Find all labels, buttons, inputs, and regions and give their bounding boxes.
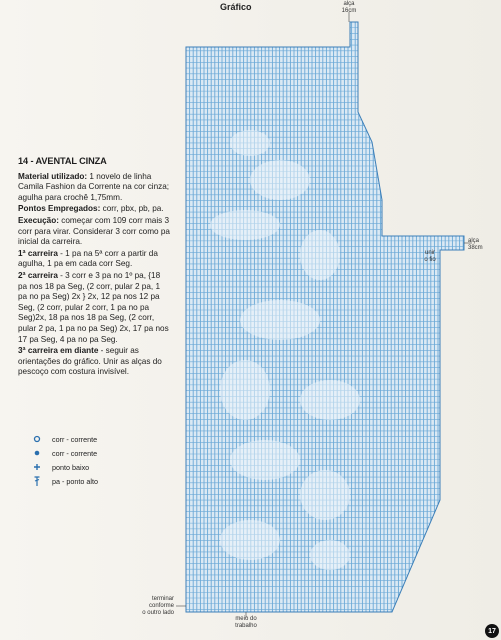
- material-text: 1 novelo de linha Camila Fashion da Corrente na cor cinza; agulha para crochê 1,75mm.: [18, 171, 170, 202]
- row1-paragraph: [18, 249, 170, 270]
- motif-area: [210, 210, 280, 240]
- material-paragraph: [18, 172, 170, 204]
- stitch-legend: [28, 432, 168, 488]
- legend-label: corr - corrente: [52, 434, 98, 444]
- motif-area: [300, 230, 340, 280]
- legend-item: [28, 474, 168, 488]
- strap-side-label: alça 38cm: [468, 238, 483, 251]
- page-number: 17: [485, 624, 499, 638]
- motif-area: [310, 540, 350, 570]
- finish-annotation: [128, 596, 174, 617]
- plus-icon: [28, 463, 46, 471]
- filled-dot-icon: [28, 449, 46, 457]
- tall-stitch-icon: [28, 475, 46, 487]
- row2-paragraph: [18, 271, 170, 345]
- tie-label: unir o fio: [424, 250, 436, 263]
- middle-annotation: [226, 616, 266, 630]
- motif-area: [230, 130, 270, 156]
- legend-label: corr - corrente: [52, 448, 98, 458]
- motif-area: [240, 300, 320, 340]
- pattern-instructions: [18, 156, 170, 379]
- open-circle-icon: [28, 435, 46, 443]
- row1-label: 1ª carreira: [18, 248, 58, 258]
- points-paragraph: [18, 204, 170, 215]
- motif-area: [300, 380, 360, 420]
- middle-label: meio do trabalho: [235, 616, 257, 629]
- motif-area: [220, 360, 270, 420]
- points-text: corr, pbx, pb, pa.: [100, 204, 164, 214]
- motif-area: [250, 160, 310, 200]
- motif-area: [230, 440, 300, 480]
- motif-area: [300, 470, 350, 520]
- pattern-title: 14 - AVENTAL CINZA: [18, 156, 107, 166]
- tie-annotation: [418, 250, 442, 264]
- row3-paragraph: [18, 346, 170, 378]
- legend-item: [28, 446, 168, 460]
- execution-label: Execução:: [18, 215, 59, 225]
- strap-top-label: alça 16cm: [341, 1, 357, 14]
- row1-text: - 1 pa na 5ª corr a partir da agulha, 1 pa em cada corr Seg.: [18, 248, 158, 269]
- material-label: Material utilizado:: [18, 171, 88, 181]
- finish-label: terminar conforme o outro lado: [142, 596, 174, 616]
- strap-top-annotation: [334, 1, 364, 15]
- row3-text: - seguir as orientações do gráfico. Unir as alças do pescoço com costura invisível.: [18, 346, 162, 377]
- legend-item: [28, 460, 168, 474]
- legend-label: pa - ponto alto: [52, 476, 98, 486]
- points-label: Pontos Empregados:: [18, 204, 101, 214]
- legend-item: [28, 432, 168, 446]
- execution-paragraph: [18, 216, 170, 248]
- chart-title: Gráfico: [220, 2, 252, 12]
- row2-text: - 3 corr e 3 pa no 1º pa, {18 pa nos 18 pa Seg, (2 corr, pular 2 pa, 1 pa no pa Seg) 2x } 2x, 12 pa nos 12 pa Seg, (2 corr, pular 2 corr, 1 pa no pa Seg)2x, 18 pa nos 18 pa Seg, (2 corr, pular 2 pa, 1 pa no pa Seg) 2x, 17 pa nos 17 pa Seg, 4 pa no pa Seg.: [18, 270, 169, 344]
- legend-label: ponto baixo: [52, 462, 90, 472]
- strap-side-annotation: [468, 238, 498, 252]
- row2-label: 2ª carreira: [18, 270, 58, 280]
- execution-text: começar com 109 corr mais 3 corr para virar. Considerar 3 corr como pa inicial da carreira.: [18, 215, 170, 247]
- grid-body: [150, 15, 480, 625]
- motif-area: [220, 520, 280, 560]
- row3-label: 3ª carreira em diante: [18, 346, 99, 356]
